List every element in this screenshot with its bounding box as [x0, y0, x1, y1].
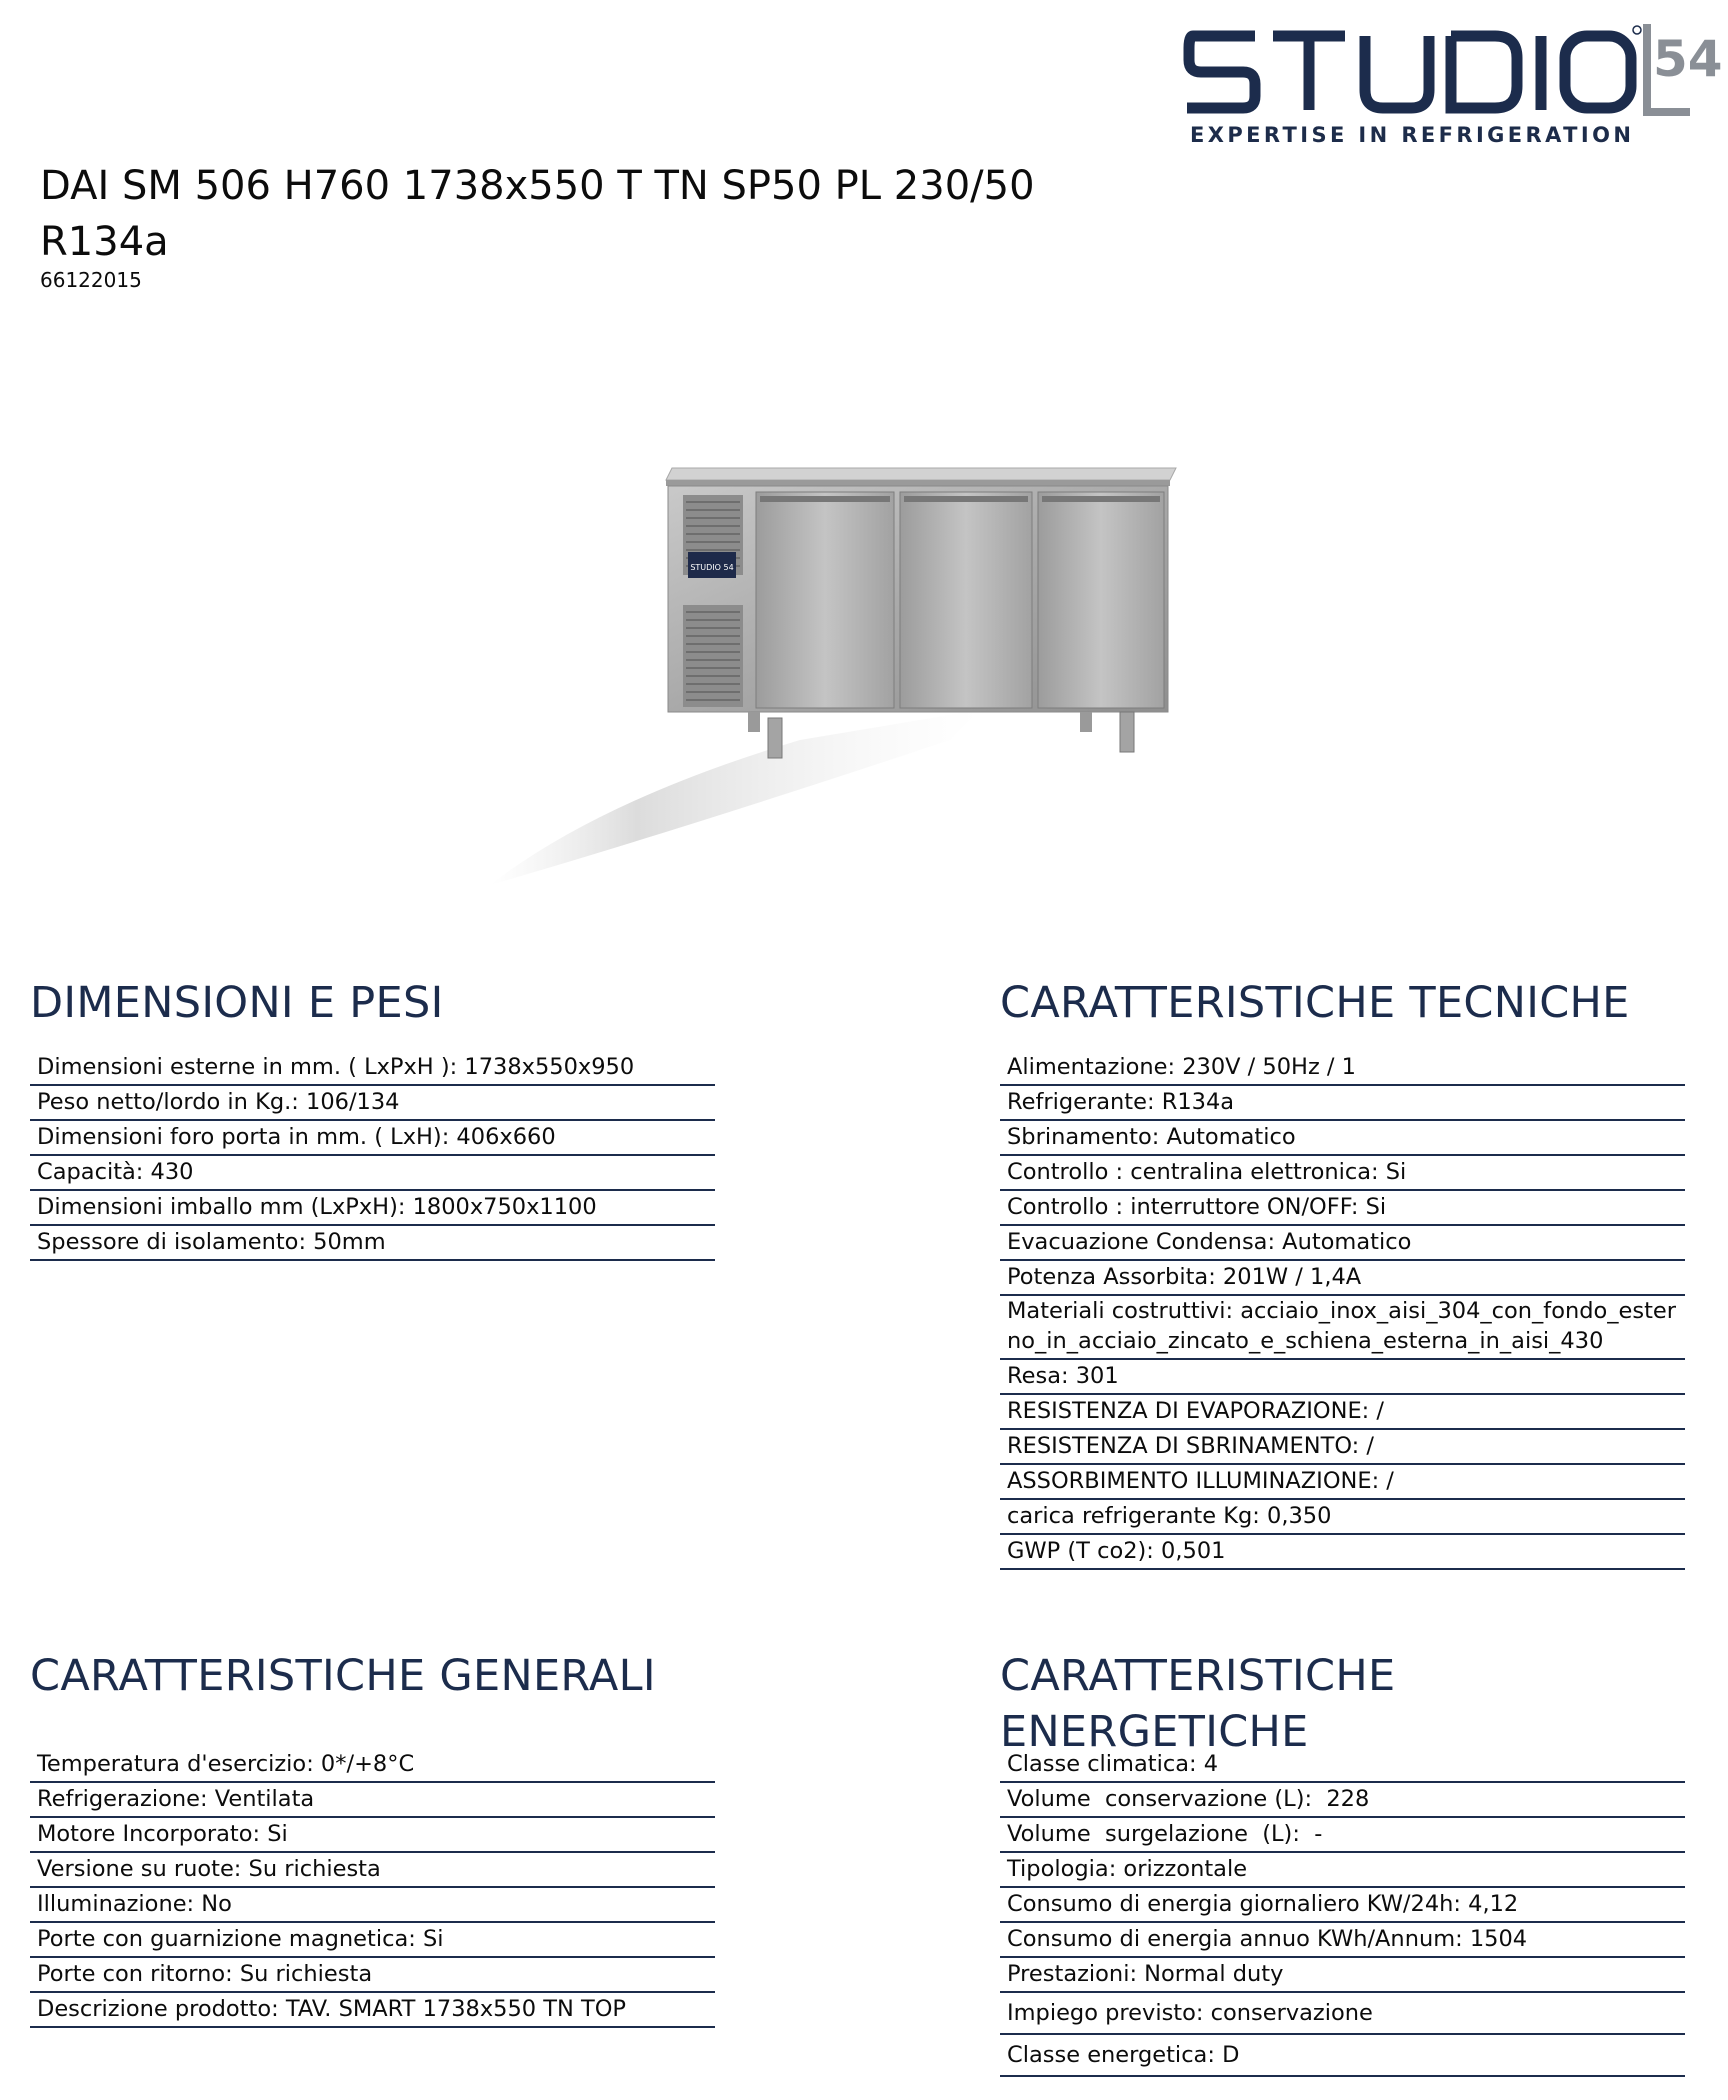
spec-row: Dimensioni foro porta in mm. ( LxH): 406x660 [30, 1121, 715, 1156]
dimensioni-rows [30, 1051, 715, 1261]
spec-row: Evacuazione Condensa: Automatico [1000, 1226, 1685, 1261]
spec-row: ASSORBIMENTO ILLUMINAZIONE: / [1000, 1465, 1685, 1500]
spec-row: Descrizione prodotto: TAV. SMART 1738x550 TN TOP [30, 1993, 715, 2028]
product-image [480, 440, 1200, 900]
spec-row: Dimensioni esterne in mm. ( LxPxH ): 1738x550x950 [30, 1051, 715, 1086]
spec-row: Controllo : interruttore ON/OFF: Si [1000, 1191, 1685, 1226]
spec-row: Peso netto/lordo in Kg.: 106/134 [30, 1086, 715, 1121]
generali-rows [30, 1748, 715, 2028]
spec-row: Consumo di energia annuo KWh/Annum: 1504 [1000, 1923, 1685, 1958]
spec-row: GWP (T co2): 0,501 [1000, 1535, 1685, 1570]
spec-row: carica refrigerante Kg: 0,350 [1000, 1500, 1685, 1535]
spec-row: Alimentazione: 230V / 50Hz / 1 [1000, 1051, 1685, 1086]
spec-row: Controllo : centralina elettronica: Si [1000, 1156, 1685, 1191]
spec-row: Prestazioni: Normal duty [1000, 1958, 1685, 1993]
spec-row: Potenza Assorbita: 201W / 1,4A [1000, 1261, 1685, 1296]
spec-row: RESISTENZA DI EVAPORAZIONE: / [1000, 1395, 1685, 1430]
spec-row: Volume conservazione (L): 228 [1000, 1783, 1685, 1818]
section-generali [30, 1648, 715, 2022]
section-energetiche [1000, 1648, 1685, 2068]
section-tecniche [1000, 975, 1685, 1564]
svg-text:54: 54 [1653, 30, 1723, 88]
energetiche-rows [1000, 1748, 1685, 2077]
product-code: 66122015 [40, 268, 142, 292]
spec-row: Dimensioni imballo mm (LxPxH): 1800x750x1100 [30, 1191, 715, 1226]
spec-row: Resa: 301 [1000, 1360, 1685, 1395]
tecniche-rows [1000, 1051, 1685, 1570]
spec-row: Refrigerazione: Ventilata [30, 1783, 715, 1818]
spec-row: Porte con ritorno: Su richiesta [30, 1958, 715, 1993]
section-dimensioni [30, 975, 715, 1255]
spec-row: Consumo di energia giornaliero KW/24h: 4,12 [1000, 1888, 1685, 1923]
spec-row: Impiego previsto: conservazione [1000, 1993, 1685, 2035]
spec-row: RESISTENZA DI SBRINAMENTO: / [1000, 1430, 1685, 1465]
section-heading: DIMENSIONI E PESI [30, 978, 444, 1028]
section-heading: CARATTERISTICHE GENERALI [30, 1651, 656, 1701]
spec-row: Porte con guarnizione magnetica: Si [30, 1923, 715, 1958]
spec-row: Motore Incorporato: Si [30, 1818, 715, 1853]
spec-row: Versione su ruote: Su richiesta [30, 1853, 715, 1888]
section-heading: CARATTERISTICHE TECNICHE [1000, 978, 1630, 1028]
spec-row: Capacità: 430 [30, 1156, 715, 1191]
section-heading: CARATTERISTICHE ENERGETICHE [1000, 1651, 1396, 1757]
spec-row-materials: Materiali costruttivi: acciaio_inox_aisi_304_con_fondo_esterno_in_acciaio_zincato_e_schiena_esterna_in_aisi_430 [1000, 1296, 1685, 1360]
studio54-logo [1185, 18, 1723, 148]
product-title: DAI SM 506 H760 1738x550 T TN SP50 PL 230/50 R134a [40, 163, 1035, 265]
spec-row: Classe climatica: 4 [1000, 1748, 1685, 1783]
appliance-brand-label: STUDIO 54 [690, 563, 734, 572]
spec-row: Temperatura d'esercizio: 0*/+8°C [30, 1748, 715, 1783]
spec-row: Sbrinamento: Automatico [1000, 1121, 1685, 1156]
studio54-logo-mark [1185, 18, 1723, 138]
spec-row: Classe energetica: D [1000, 2035, 1685, 2077]
spec-row: Refrigerante: R134a [1000, 1086, 1685, 1121]
logo-tagline: EXPERTISE IN REFRIGERATION [1190, 123, 1635, 147]
spec-row: Volume surgelazione (L): - [1000, 1818, 1685, 1853]
spec-row: Spessore di isolamento: 50mm [30, 1226, 715, 1261]
spec-row: Illuminazione: No [30, 1888, 715, 1923]
spec-row: Tipologia: orizzontale [1000, 1853, 1685, 1888]
